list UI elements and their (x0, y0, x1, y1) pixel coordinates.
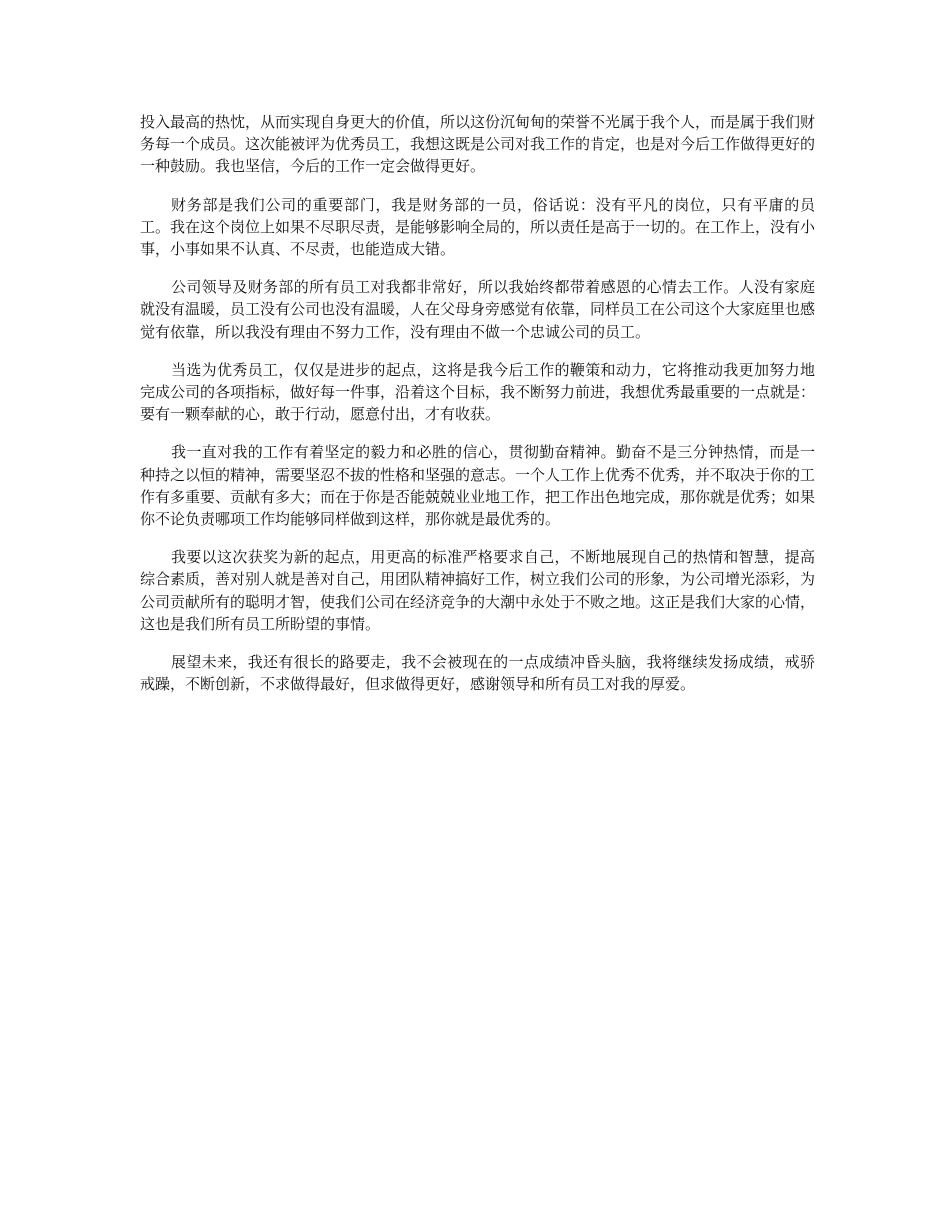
paragraph-4: 当选为优秀员工，仅仅是进步的起点，这将是我今后工作的鞭策和动力，它将推动我更加努力地完成公司的各项指标，做好每一件事，沿着这个目标，我不断努力前进，我想优秀最重要的一点就是：要有一颗奉献的心，敢于行动，愿意付出，才有收获。 (140, 360, 816, 424)
paragraph-5: 我一直对我的工作有着坚定的毅力和必胜的信心，贯彻勤奋精神。勤奋不是三分钟热情，而是一种持之以恒的精神，需要坚忍不拔的性格和坚强的意志。一个人工作上优秀不优秀，并不取决于你的工作有多重要、贡献有多大；而在于你是否能兢兢业业地工作，把工作出色地完成，那你就是优秀；如果你不论负责哪项工作均能够同样做到这样，那你就是最优秀的。 (140, 443, 816, 529)
paragraph-2: 财务部是我们公司的重要部门，我是财务部的一员，俗话说：没有平凡的岗位，只有平庸的员工。我在这个岗位上如果不尽职尽责，是能够影响全局的，所以责任是高于一切的。在工作上，没有小事，小事如果不认真、不尽责，也能造成大错。 (140, 195, 816, 259)
paragraph-7: 展望未来，我还有很长的路要走，我不会被现在的一点成绩冲昏头脑，我将继续发扬成绩，戒骄戒躁，不断创新，不求做得最好，但求做得更好，感谢领导和所有员工对我的厚爱。 (140, 653, 815, 694)
paragraph-1: 投入最高的热忱，从而实现自身更大的价值，所以这份沉甸甸的荣誉不光属于我个人，而是属于我们财务每一个成员。这次能被评为优秀员工，我想这既是公司对我工作的肯定，也是对今后工作做得更好的一种鼓励。我也坚信，今后的工作一定会做得更好。 (140, 113, 816, 176)
document-body (140, 111, 815, 711)
paragraph-3: 公司领导及财务部的所有员工对我都非常好，所以我始终都带着感恩的心情去工作。人没有家庭就没有温暖，员工没有公司也没有温暖，人在父母身旁感觉有依靠，同样员工在公司这个大家庭里也感觉有依靠，所以我没有理由不努力工作，没有理由不做一个忠诚公司的员工。 (140, 278, 816, 341)
paragraph-6: 我要以这次获奖为新的起点，用更高的标准严格要求自己，不断地展现自己的热情和智慧，提高综合素质，善对别人就是善对自己，用团队精神搞好工作，树立我们公司的形象，为公司增光添彩，为公司贡献所有的聪明才智，使我们公司在经济竞争的大潮中永处于不败之地。这正是我们大家的心情，这也是我们所有员工所盼望的事情。 (140, 548, 816, 633)
